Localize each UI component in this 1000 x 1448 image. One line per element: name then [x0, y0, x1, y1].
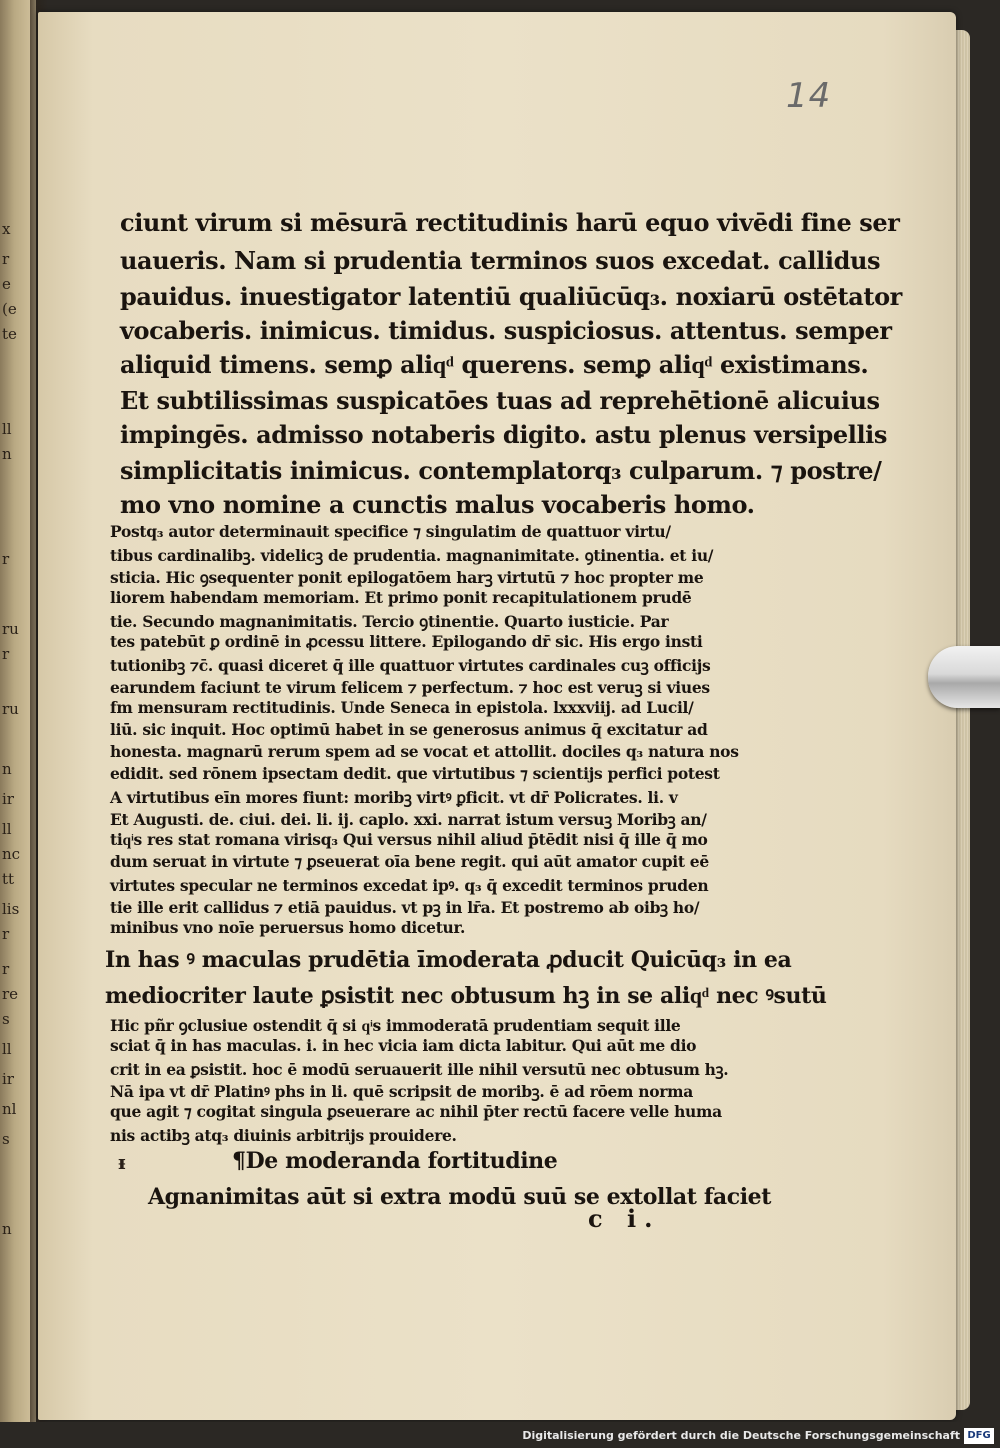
- facing-page-fragment: n: [2, 760, 12, 778]
- marginal-mark: ᵻ: [118, 1150, 126, 1174]
- facing-page-fragment: r: [2, 550, 10, 568]
- facing-page-fragment: ir: [2, 1070, 14, 1088]
- text-line: fm mensuram rectitudinis. Unde Seneca in epistola. lxxxviij. ad Lucil/: [110, 698, 694, 717]
- text-line: que agit ⁊ cogitat singula ꝑseuerare ac nihil p̄ter rectū facere velle huma: [110, 1102, 722, 1121]
- text-line: liorem habendam memoriam. Et primo ponit recapitulationem prudē: [110, 588, 692, 607]
- text-line: liū. sic inquit. Hoc optimū habet in se generosus animus q̄ excitatur ad: [110, 720, 708, 739]
- text-line: nis actibꝫ atq₃ diuinis arbitrijs prouidere.: [110, 1126, 457, 1145]
- text-line: Et Augusti. de. ciui. dei. li. ij. caplo. xxi. narrat istum versuꝫ Moribꝫ an/: [110, 810, 707, 829]
- facing-page-fragment: ir: [2, 790, 14, 808]
- text-line: impingēs. admisso notaberis digito. astu plenus versipellis: [120, 420, 888, 449]
- facing-page-fragment: nc: [2, 845, 21, 863]
- text-line: aliquid timens. semꝑ aliqͩ querens. semꝑ aliqͩ existimans.: [120, 350, 869, 379]
- text-line: earundem faciunt te virum felicem ⁊ perfectum. ⁊ hoc est veruꝫ si viues: [110, 678, 710, 697]
- text-line: Nā ipa vt dr̄ Platinꝰ phs in li. quē scripsit de moribꝫ. ē ad rōem norma: [110, 1082, 693, 1101]
- text-line: uaueris. Nam si prudentia terminos suos excedat. callidus: [120, 246, 881, 275]
- facing-page-fragment: e: [2, 275, 11, 293]
- facing-page-fragment: n: [2, 1220, 12, 1238]
- facing-page-fragment: s: [2, 1010, 10, 1028]
- text-line: edidit. sed rōnem ipsectam dedit. que virtutibus ⁊ scientijs perfici potest: [110, 764, 720, 783]
- text-line: A virtutibus eīn mores fiunt: moribꝫ virtꝰ ꝑficit. vt dr̄ Policrates. li. v: [110, 788, 678, 807]
- facing-page-fragment: r: [2, 645, 10, 663]
- text-line: simplicitatis inimicus. contemplatorq₃ culparum. ⁊ postre/: [120, 456, 882, 485]
- text-line: vocaberis. inimicus. timidus. suspiciosus. attentus. semper: [120, 316, 892, 345]
- text-line: tutionibꝫ ⁊c̄. quasi diceret q̄ ille quattuor virtutes cardinales cuꝫ officijs: [110, 656, 711, 675]
- text-line: tes patebūt ꝑ ordinē in ꝓcessu littere. Epilogando dr̄ sic. His ergo insti: [110, 632, 703, 651]
- facing-page-fragment: s: [2, 1130, 10, 1148]
- text-line: honesta. magnarū rerum spem ad se vocat et attollit. dociles q₃ natura nos: [110, 742, 739, 761]
- facing-page-fragment: ru: [2, 700, 19, 718]
- text-line: ciunt virum si mēsurā rectitudinis harū equo vivēdi fine ser: [120, 208, 900, 237]
- footer-bar: [0, 1422, 1000, 1448]
- text-line: Postq₃ autor determinauit specifice ⁊ singulatim de quattuor virtu/: [110, 522, 671, 541]
- facing-page-fragment: (e: [2, 300, 17, 318]
- facing-page-fragment: n: [2, 445, 12, 463]
- text-line: tie ille erit callidus ⁊ etiā pauidus. vt pꝫ in lr̄a. Et postremo ab oibꝫ ho/: [110, 898, 700, 917]
- facing-page-fragment: lis: [2, 900, 20, 918]
- text-line: tibus cardinalibꝫ. videlicꝫ de prudentia. magnanimitate. ꝯtinentia. et iu/: [110, 546, 714, 565]
- text-line: ¶De moderanda fortitudine: [232, 1148, 558, 1174]
- text-line: Hic pñr ꝯclusiue ostendit q̄ si qͥs immoderatā prudentiam sequit ille: [110, 1016, 681, 1035]
- facing-page-fragment: nl: [2, 1100, 17, 1118]
- facing-page-fragment: r: [2, 925, 10, 943]
- facing-page-fragment: re: [2, 985, 19, 1003]
- text-line: minibus vno noīe peruersus homo dicetur.: [110, 918, 466, 937]
- signature-mark: c i.: [588, 1204, 661, 1233]
- footer-credit: Digitalisierung gefördert durch die Deutsche Forschungsgemeinschaft: [522, 1429, 960, 1442]
- text-line: sticia. Hic ꝯsequenter ponit epilogatōem harꝫ virtutū ⁊ hoc propter me: [110, 568, 704, 587]
- text-line: dum seruat in virtute ⁊ ꝑseuerat oīa bene regit. qui aūt amator cupit eē: [110, 852, 709, 871]
- text-line: crit in ea ꝑsistit. hoc ē modū seruauerit ille nihil versutū nec obtusum hꝫ.: [110, 1060, 729, 1079]
- text-line: tie. Secundo magnanimitatis. Tercio ꝯtinentie. Quarto iusticie. Par: [110, 612, 669, 631]
- facing-page-fragment: r: [2, 250, 10, 268]
- facing-page-fragment: ll: [2, 420, 12, 438]
- text-line: sciat q̄ in has maculas. i. in hec vicia iam dicta labitur. Qui aūt me dio: [110, 1036, 697, 1055]
- page-clip: [928, 646, 1000, 708]
- text-line: virtutes specular ne terminos excedat ipꝰ. q₃ q̄ excedit terminos pruden: [110, 876, 709, 895]
- facing-page-fragment: ll: [2, 1040, 12, 1058]
- text-line: Et subtilissimas suspicatōes tuas ad reprehētionē alicuius: [120, 386, 880, 415]
- text-line: Agnanimitas aūt si extra modū suū se extollat faciet: [148, 1184, 772, 1210]
- facing-page-fragment: tt: [2, 870, 15, 888]
- facing-page-fragment: ll: [2, 820, 12, 838]
- text-line: mediocriter laute ꝑsistit nec obtusum hꝫ in se aliqͩ nec ꝰsutū: [105, 983, 827, 1009]
- facing-page-fragment: r: [2, 960, 10, 978]
- text-line: tiqͥs res stat romana virisq₃ Qui versus nihil aliud p̄tēdit nisi q̄ ille q̄ mo: [110, 830, 708, 849]
- facing-page-fragment: ru: [2, 620, 19, 638]
- text-line: pauidus. inuestigator latentiū qualiūcūq₃. noxiarū ostētator: [120, 282, 902, 311]
- facing-page-fragment: te: [2, 325, 17, 343]
- facing-page-fragment: x: [2, 220, 11, 238]
- text-line: mo vno nomine a cunctis malus vocaberis homo.: [120, 490, 755, 519]
- folio-number: 14: [786, 76, 832, 116]
- dfg-logo: DFG: [964, 1428, 994, 1444]
- text-line: In has ꝰ maculas prudētia īmoderata ꝓducit Quicūq₃ in ea: [105, 947, 792, 973]
